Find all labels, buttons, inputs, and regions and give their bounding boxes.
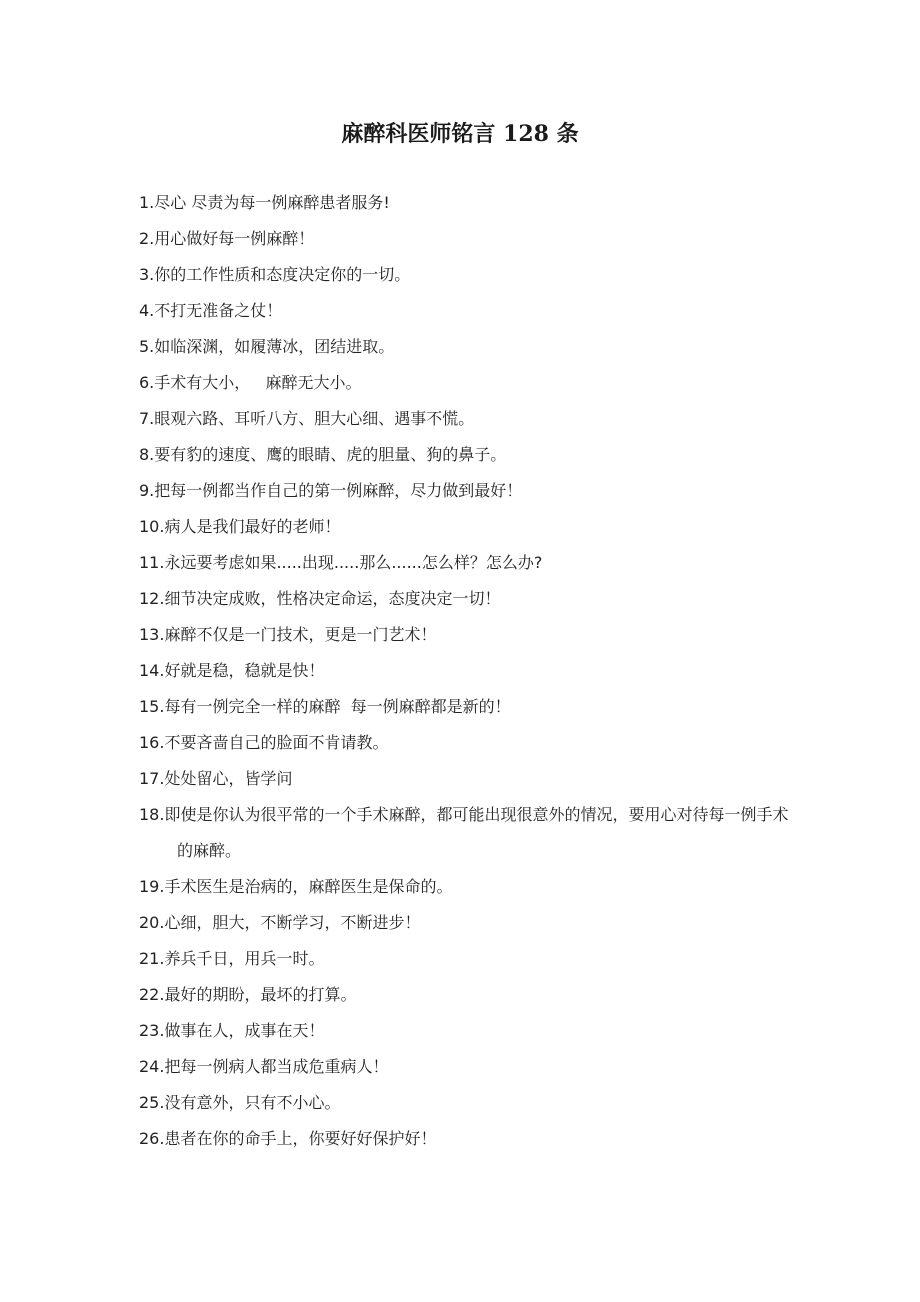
item-text: 手术医生是治病的，麻醉医生是保命的。 [164, 877, 453, 896]
item-number: 1. [139, 193, 155, 212]
item-text: 用心做好每一例麻醉！ [154, 229, 315, 248]
list-item [139, 1121, 789, 1157]
item-text: 处处留心，皆学问 [164, 769, 293, 788]
document-title: 麻醉科医师铭言 128 条 [341, 121, 579, 147]
list-item [139, 329, 789, 365]
item-number: 3. [139, 265, 155, 284]
item-text: 你的工作性质和态度决定你的一切。 [154, 265, 411, 284]
item-text: 没有意外，只有不小心。 [164, 1093, 341, 1112]
item-text: 病人是我们最好的老师！ [164, 517, 341, 536]
item-number: 10. [139, 517, 165, 536]
item-number: 16. [139, 733, 165, 752]
item-text: 眼观六路、耳听八方、胆大心细、遇事不慌。 [154, 409, 475, 428]
item-text: 如临深渊，如履薄冰，团结进取。 [154, 337, 395, 356]
item-number: 21. [139, 949, 165, 968]
item-number: 5. [139, 337, 155, 356]
list-item [139, 797, 789, 869]
list-item [139, 545, 789, 581]
item-text: 要有豹的速度、鹰的眼睛、虎的胆量、狗的鼻子。 [154, 445, 507, 464]
list-item [139, 437, 789, 473]
item-number: 19. [139, 877, 165, 896]
item-text: 养兵千日，用兵一时。 [164, 949, 325, 968]
item-text: 不要吝啬自己的脸面不肯请教。 [164, 733, 389, 752]
item-number: 14. [139, 661, 165, 680]
item-number: 23. [139, 1021, 165, 1040]
item-text: 把每一例病人都当成危重病人！ [164, 1057, 389, 1076]
item-text: 最好的期盼，最坏的打算。 [164, 985, 357, 1004]
item-text: 麻醉不仅是一门技术，更是一门艺术！ [164, 625, 437, 644]
item-text: 细节决定成败，性格决定命运，态度决定一切！ [164, 589, 501, 608]
list-item [139, 1013, 789, 1049]
list-item [139, 365, 789, 401]
item-text: 永远要考虑如果.....出现.....那么......怎么样？怎么办? [164, 553, 543, 572]
list-item [139, 581, 789, 617]
item-text: 尽心 尽责为每一例麻醉患者服务! [154, 193, 390, 212]
item-number: 13. [139, 625, 165, 644]
item-number: 26. [139, 1129, 165, 1148]
list-item [139, 185, 789, 221]
list-item [139, 473, 789, 509]
item-text: 做事在人，成事在天！ [164, 1021, 325, 1040]
item-number: 20. [139, 913, 165, 932]
item-number: 4. [139, 301, 155, 320]
list-item [139, 617, 789, 653]
list-item [139, 941, 789, 977]
item-number: 6. [139, 373, 155, 392]
item-text: 好就是稳，稳就是快！ [164, 661, 325, 680]
item-number: 12. [139, 589, 165, 608]
item-number: 9. [139, 481, 155, 500]
list-item [139, 257, 789, 293]
item-text: 即使是你认为很平常的一个手术麻醉，都可能出现很意外的情况，要用心对待每一例手术的麻醉。 [164, 805, 789, 860]
list-item [139, 689, 789, 725]
item-number: 18. [139, 805, 165, 824]
item-number: 25. [139, 1093, 165, 1112]
item-text: 手术有大小， 麻醉无大小。 [154, 373, 362, 392]
item-text: 不打无准备之仗！ [154, 301, 283, 320]
item-text: 把每一例都当作自己的第一例麻醉，尽力做到最好！ [154, 481, 523, 500]
item-number: 24. [139, 1057, 165, 1076]
motto-list [139, 185, 789, 1157]
item-text: 心细，胆大，不断学习，不断进步！ [164, 913, 421, 932]
item-number: 8. [139, 445, 155, 464]
item-text: 每有一例完全一样的麻醉 每一例麻醉都是新的！ [164, 697, 511, 716]
item-number: 22. [139, 985, 165, 1004]
list-item [139, 509, 789, 545]
list-item [139, 221, 789, 257]
list-item [139, 869, 789, 905]
list-item [139, 1085, 789, 1121]
list-item [139, 977, 789, 1013]
list-item [139, 725, 789, 761]
item-number: 17. [139, 769, 165, 788]
list-item [139, 761, 789, 797]
list-item [139, 293, 789, 329]
item-text: 患者在你的命手上，你要好好保护好！ [164, 1129, 437, 1148]
list-item [139, 653, 789, 689]
list-item [139, 905, 789, 941]
list-item [139, 1049, 789, 1085]
item-number: 2. [139, 229, 155, 248]
item-number: 7. [139, 409, 155, 428]
item-number: 15. [139, 697, 165, 716]
list-item [139, 401, 789, 437]
item-number: 11. [139, 553, 165, 572]
